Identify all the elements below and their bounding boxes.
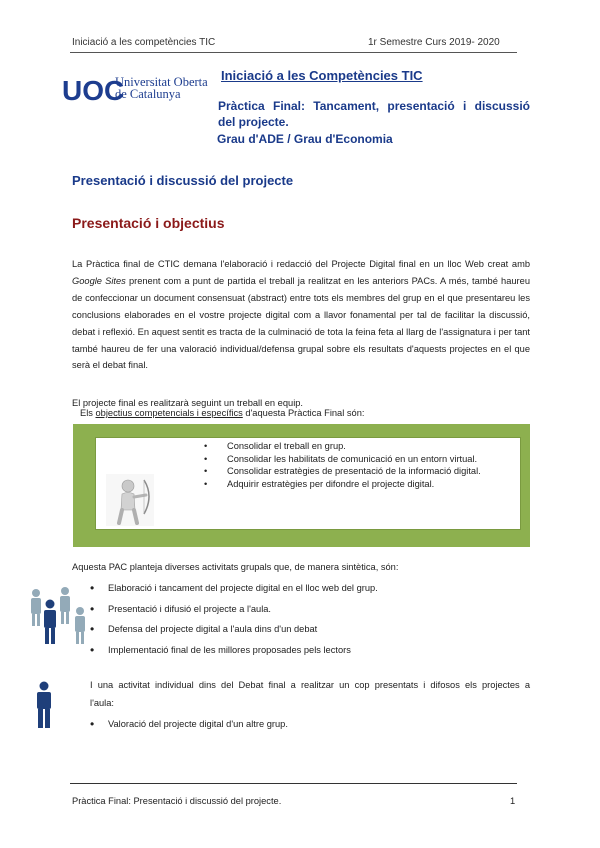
intro-paragraph — [72, 256, 530, 374]
subsection-heading: Presentació i objectius — [72, 215, 225, 231]
uoc-logo-letters: UOC — [62, 75, 125, 106]
group-activities-list — [90, 581, 378, 664]
uoc-name-line2: de Catalunya — [115, 87, 181, 101]
people-group-icon — [22, 586, 92, 648]
individual-activity-intro-line2: l'aula: — [90, 698, 115, 708]
objective-item: • Consolidar estratègies de presentació de la informació digital. — [204, 465, 481, 478]
individual-activity-intro-line1: I una activitat individual dins del Debat final a realitzar un cop presentats i difosos els projectes a — [90, 680, 530, 690]
individual-activities-list — [90, 717, 288, 738]
objectives-list — [204, 440, 481, 490]
running-header-left: Iniciació a les competències TIC — [72, 37, 216, 48]
activities-intro: Aquesta PAC planteja diverses activitats grupals que, de manera sintètica, són: — [72, 562, 399, 572]
individual-activity-item: • Valoració del projecte digital d'un altre grup. — [90, 717, 288, 738]
objectives-intro-prefix: Els — [80, 408, 96, 418]
objectives-intro-link: objectius competencials i específics — [95, 408, 243, 418]
practice-subtitle-line1: Pràctica Final: Tancament, presentació i discussió — [218, 99, 530, 113]
uoc-logo — [62, 70, 212, 106]
section-heading: Presentació i discussió del projecte — [72, 173, 294, 188]
teamwork-note: El projecte final es realitzarà seguint un treball en equip. — [72, 398, 304, 408]
objective-item: • Adquirir estratègies per difondre el projecte digital. — [204, 478, 481, 491]
degree-label: Grau d'ADE / Grau d'Economia — [217, 132, 393, 146]
group-activity-item: • Presentació i difusió el projecte a l'aula. — [90, 602, 378, 623]
intro-text-part2: prenent com a punt de partida el treball ja realitzat en les anteriors PACs. A més, també haureu de confeccionar un document consensuat (abstract) entre tots els membres del grup en el que presentareu les conclusions elaborades en el vostre projecte digital com a llavor fonamental per tal de facilitar la discussió, debat i reflexió. En aquest sentit es tracta de la culminació de tota la feina feta al llarg de l'assignatura i per tant també haureu de fer una valoració individual/defensa grupal sobre els resultats d'aquests projectes en el que serà el debat final. — [72, 275, 530, 371]
intro-text-part1: La Pràctica final de CTIC demana l'elaboració i redacció del Projecte Digital final en un lloc Web creat amb — [72, 259, 530, 269]
objective-item: • Consolidar el treball en grup. — [204, 440, 481, 453]
practice-subtitle-line2: del projecte. — [218, 115, 289, 129]
archer-figure-icon — [106, 474, 154, 526]
group-activity-item: • Implementació final de les millores proposades pels lectors — [90, 643, 378, 664]
page-number: 1 — [510, 796, 516, 806]
footer-rule — [70, 783, 517, 784]
uoc-logo-mark — [62, 70, 125, 106]
group-activity-item: • Defensa del projecte digital a l'aula dins d'un debat — [90, 622, 378, 643]
person-icon — [34, 681, 54, 729]
objectives-intro — [80, 408, 364, 418]
group-activity-item: • Elaboració i tancament del projecte digital en el lloc web del grup. — [90, 581, 378, 602]
objective-item: • Consolidar les habilitats de comunicació en un entorn virtual. — [204, 453, 481, 466]
course-title: Iniciació a les Competències TIC — [221, 68, 423, 83]
uoc-name-line1: Universitat Oberta — [115, 75, 208, 89]
footer-text: Pràctica Final: Presentació i discussió del projecte. — [72, 796, 282, 806]
running-header-right: 1r Semestre Curs 2019- 2020 — [368, 37, 500, 48]
objectives-intro-suffix: d'aquesta Pràctica Final són: — [242, 408, 365, 418]
intro-text-italic: Google Sites — [72, 275, 126, 286]
header-rule — [70, 52, 517, 53]
